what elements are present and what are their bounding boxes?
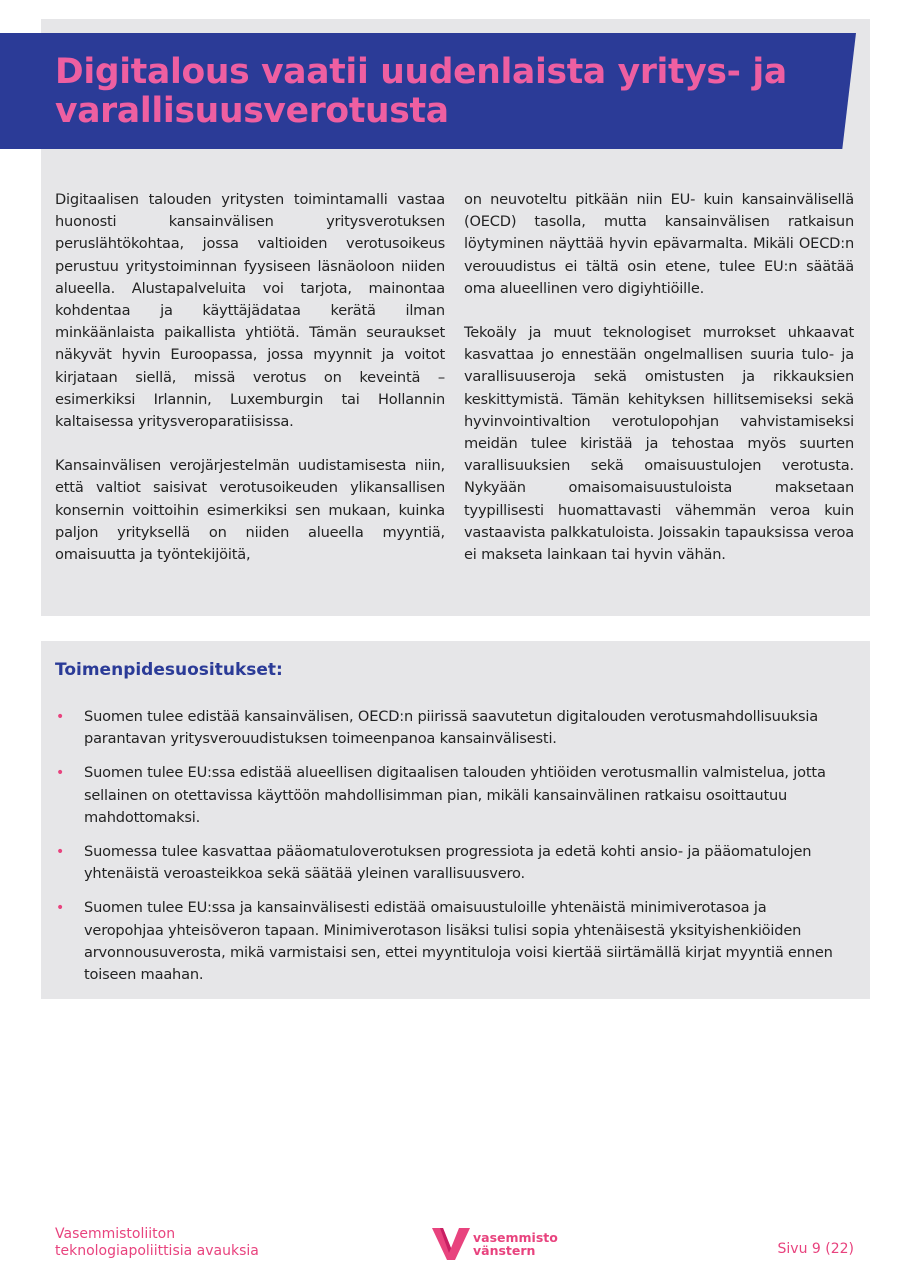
recommendation-text: Suomen tulee EU:ssa edistää alueellisen digitaalisen talouden yhtiöiden verotusmallin valmistelua, jotta sellainen on otettavissa käyttöön mahdollisimman pian, mikäli kansainvälinen ratkaisu osoittautuu mahdottomaksi.: [84, 764, 826, 826]
recommendations-heading: Toimenpidesuositukset:: [55, 660, 283, 680]
recommendation-text: Suomen tulee edistää kansainvälisen, OECD:n piirissä saavutetun digitalouden verotusmahdollisuuksia parantavan yritysverouudistuksen toimeenpanoa kansainvälisesti.: [84, 708, 819, 748]
paragraph: Kansainvälisen verojärjestelmän uudistamisesta niin, että valtiot saisivat verotusoikeuden ylikansallisen konsernin voittoihin esimerkiksi sen mukaan, kuinka paljon yrityksellä on niiden alueella myyntiä, omaisuutta ja työntekijöitä,: [55, 457, 445, 564]
article-column-left: [55, 189, 445, 588]
recommendation-text: Suomessa tulee kasvattaa pääomatuloverotuksen progressiota ja edetä kohti ansio- ja pääomatulojen yhtenäistä veroasteikkoa sekä säätää yleinen varallisuusvero.: [84, 843, 812, 883]
paragraph: on neuvoteltu pitkään niin EU- kuin kansainvälisellä (OECD) tasolla, mutta kansainvälisen ratkaisun löytyminen näyttää hyvin epävarmalta. Mikäli OECD:n verouudistus ei tältä osin etene, tulee EU:n säätää oma alueellinen vero digiyhtiöille.: [464, 191, 854, 297]
recommendations-list: [55, 706, 845, 998]
list-item: [55, 762, 845, 829]
bullet-icon: •: [56, 709, 65, 725]
page-title: Digitalous vaatii uudenlaista yritys- ja varallisuusverotusta: [55, 52, 787, 131]
page-number: Sivu 9 (22): [777, 1241, 854, 1257]
footer-publisher: [55, 1226, 259, 1260]
bullet-icon: •: [56, 765, 65, 782]
logo-line: vasemmisto: [473, 1230, 558, 1245]
footer-publisher-line: Vasemmistoliiton: [55, 1226, 176, 1242]
paragraph: Tekoäly ja muut teknologiset murrokset uhkaavat kasvattaa jo ennestään ongelmallisen suuria tulo- ja varallisuuseroja sekä omistusten ja rikkauksien keskittymistä. Tämän kehityksen hillitsemiseksi sekä hyvinvointivaltion verotulopohjan vahvistamiseksi meidän tulee kiristää ja tehostaa myös suurten varallisuuksien sekä omaisuustulojen verotusta. Nykyään omaisomaisuustuloista maksetaan tyypillisesti huomattavasti vähemmän veroa kuin vastaavista palkkatuloista. Joissakin tapauksissa veroa ei makseta lainkaan tai hyvin vähän.: [464, 324, 854, 564]
bullet-icon: •: [56, 844, 65, 861]
v-logo-icon: [432, 1226, 470, 1262]
paragraph: Digitaalisen talouden yritysten toimintamalli vastaa huonosti kansainvälisen yritysverotuksen peruslähtökohtaa, jossa valtioiden verotusoikeus perustuu yritystoiminnan fyysiseen läsnäoloon niiden alueella. Alustapalveluita voi tarjota, mainontaa kohdentaa ja käyttäjädataa kerätä ilman minkäänlaista paikallista yhtiötä. Tämän seuraukset näkyvät hyvin Euroopassa, jossa myynnit ja voitot kirjataan siellä, missä verotus on keveintä – esimerkiksi Irlannin, Luxemburgin tai Hollannin kaltaisessa yritysveroparatiisissa.: [55, 191, 445, 431]
footer-publisher-line: teknologiapoliittisia avauksia: [55, 1243, 259, 1259]
recommendation-text: Suomen tulee EU:ssa ja kansainvälisesti edistää omaisuustuloille yhtenäistä minimiverotasoa ja veropohjaa yhteisöveron tapaan. Minimiverotason lisäksi tulisi sopia yhtenäisestä yksityishenkiöiden arvonnousuverosta, mikä varmistaisi sen, ettei myyntituloja voisi kiertää siirtämällä kirjat myyntiä ennen toiseen maahan.: [84, 899, 833, 984]
bullet-icon: •: [56, 900, 65, 917]
list-item: [55, 841, 845, 885]
list-item: [55, 897, 845, 986]
brand-logo: [432, 1226, 558, 1262]
list-item: [55, 706, 845, 750]
logo-wordmark: [473, 1231, 558, 1257]
logo-line: vänstern: [473, 1243, 536, 1258]
article-column-right: [464, 189, 854, 588]
